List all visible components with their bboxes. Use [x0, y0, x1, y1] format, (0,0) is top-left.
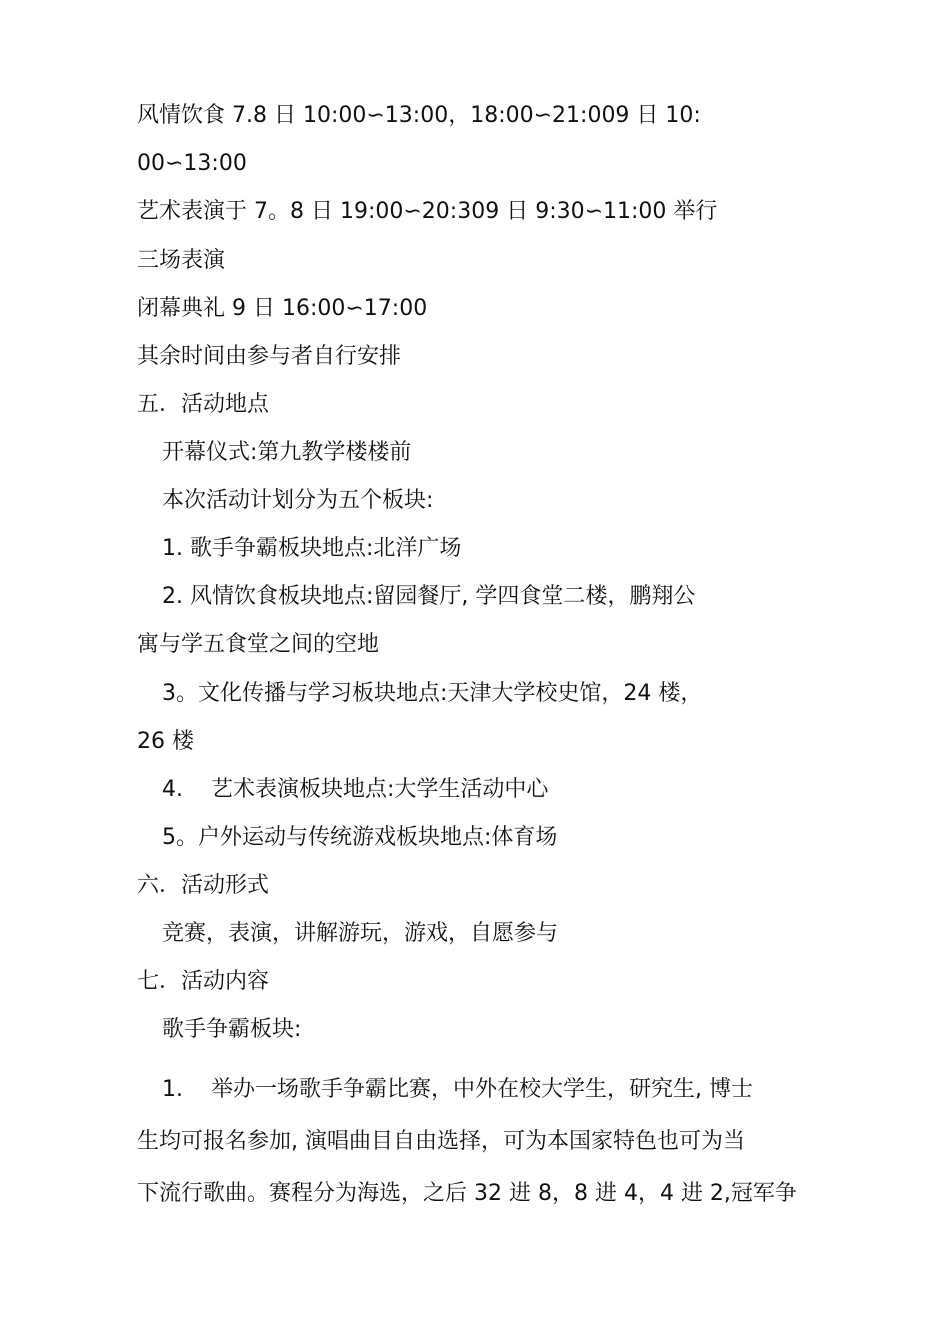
location-item-4: 4. 艺术表演板块地点:大学生活动中心 — [162, 777, 549, 802]
content-singer-paragraph-line-2: 生均可报名参加, 演唱曲目自由选择，可为本国家特色也可为当 — [137, 1129, 745, 1154]
location-intro-line: 本次活动计划分为五个板块: — [162, 488, 434, 513]
schedule-performance-line-2: 三场表演 — [137, 248, 226, 273]
schedule-other-line: 其余时间由参与者自行安排 — [137, 344, 402, 369]
format-line: 竞赛，表演，讲解游玩，游戏，自愿参与 — [162, 921, 559, 946]
section-heading-content: 七．活动内容 — [137, 969, 270, 994]
location-item-2-line-1: 2. 风情饮食板块地点:留园餐厅, 学四食堂二楼，鹏翔公 — [162, 584, 696, 609]
content-singer-paragraph-line-3: 下流行歌曲。赛程分为海选，之后 32 进 8，8 进 4，4 进 2,冠军争 — [137, 1181, 797, 1206]
location-opening-line: 开幕仪式:第九教学楼楼前 — [162, 440, 412, 465]
content-singer-heading: 歌手争霸板块: — [162, 1017, 302, 1042]
section-heading-format: 六．活动形式 — [137, 873, 270, 898]
location-item-1: 1. 歌手争霸板块地点:北洋广场 — [162, 536, 462, 561]
location-item-3-line-1: 3。文化传播与学习板块地点:天津大学校史馆，24 楼， — [162, 681, 703, 706]
schedule-food-line-1: 风情饮食 7.8 日 10:00∽13:00，18:00∽21:009 日 10: — [137, 103, 701, 128]
schedule-performance-line-1: 艺术表演于 7。8 日 19:00∽20:309 日 9:30∽11:00 举行 — [137, 199, 718, 224]
schedule-food-line-2: 00∽13:00 — [137, 151, 247, 176]
schedule-closing-line: 闭幕典礼 9 日 16:00∽17:00 — [137, 296, 428, 321]
content-singer-paragraph-line-1: 1. 举办一场歌手争霸比赛，中外在校大学生，研究生, 博士 — [162, 1077, 753, 1102]
section-heading-location: 五．活动地点 — [137, 392, 270, 417]
location-item-3-line-2: 26 楼 — [137, 729, 194, 754]
location-item-2-line-2: 寓与学五食堂之间的空地 — [137, 632, 380, 657]
location-item-5: 5。户外运动与传统游戏板块地点:体育场 — [162, 825, 558, 850]
